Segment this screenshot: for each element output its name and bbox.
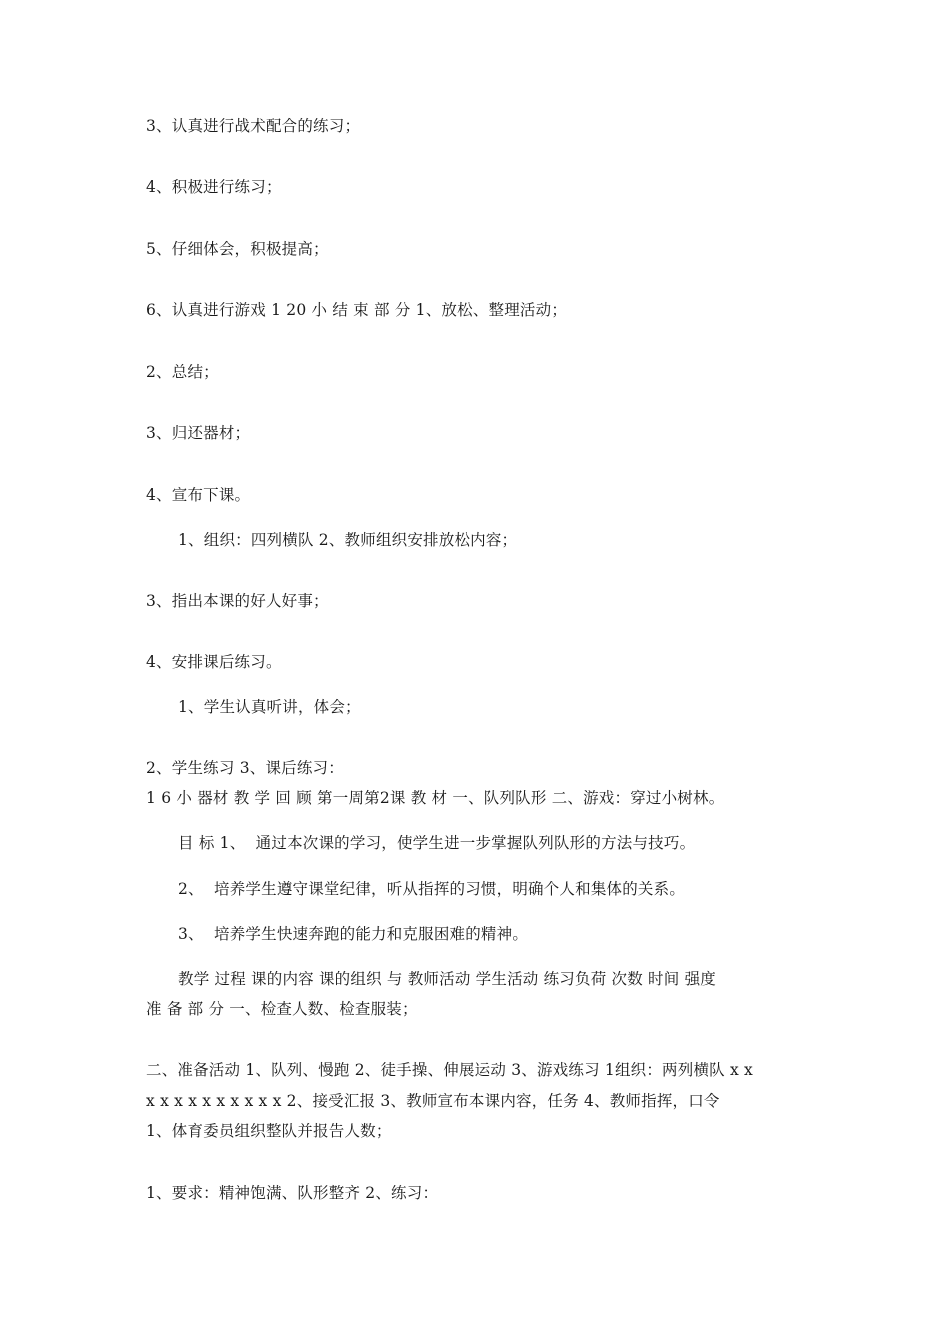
text-line: 1、体育委员组织整队并报告人数； — [146, 1122, 392, 1140]
text-line: 2、 培养学生遵守课堂纪律，听从指挥的习惯，明确个人和集体的关系。 — [178, 880, 686, 898]
text-line: 4、安排课后练习。 — [146, 653, 282, 671]
text-line: 4、积极进行练习； — [146, 178, 282, 196]
text-line: 目 标 1、 通过本次课的学习，使学生进一步掌握队列队形的方法与技巧。 — [178, 834, 696, 852]
text-line: 1、学生认真听讲，体会； — [178, 698, 361, 716]
text-line: 3、指出本课的好人好事； — [146, 592, 329, 610]
text-line: 2、学生练习 3、课后练习： — [146, 759, 344, 777]
text-line: 5、仔细体会，积极提高； — [146, 240, 329, 258]
text-line: 3、 培养学生快速奔跑的能力和克服困难的精神。 — [178, 925, 529, 943]
text-line: x x x x x x x x x x 2、接受汇报 3、教师宣布本课内容，任务 4、教师指挥，口令 — [146, 1092, 720, 1110]
text-line: 1、要求：精神饱满、队形整齐 2、练习： — [146, 1184, 439, 1202]
text-line: 3、认真进行战术配合的练习； — [146, 117, 361, 135]
text-line: 3、归还器材； — [146, 424, 251, 442]
text-line: 2、总结； — [146, 363, 219, 381]
text-line: 4、宣布下课。 — [146, 486, 251, 504]
text-line: 二、准备活动 1、队列、慢跑 2、徒手操、伸展运动 3、游戏练习 1组织：两列横队 x x — [146, 1061, 753, 1079]
text-line: 教学 过程 课的内容 课的组织 与 教师活动 学生活动 练习负荷 次数 时间 强度 — [178, 970, 716, 988]
text-line: 6、认真进行游戏 1 20 小 结 束 部 分 1、放松、整理活动； — [146, 301, 568, 319]
text-line: 准 备 部 分 一、检查人数、检查服装； — [146, 1000, 418, 1018]
text-line: 1、组织：四列横队 2、教师组织安排放松内容； — [178, 531, 518, 549]
text-line: 1 6 小 器材 教 学 回 顾 第一周第2课 教 材 一、队列队形 二、游戏：穿过小树林。 — [146, 789, 725, 807]
